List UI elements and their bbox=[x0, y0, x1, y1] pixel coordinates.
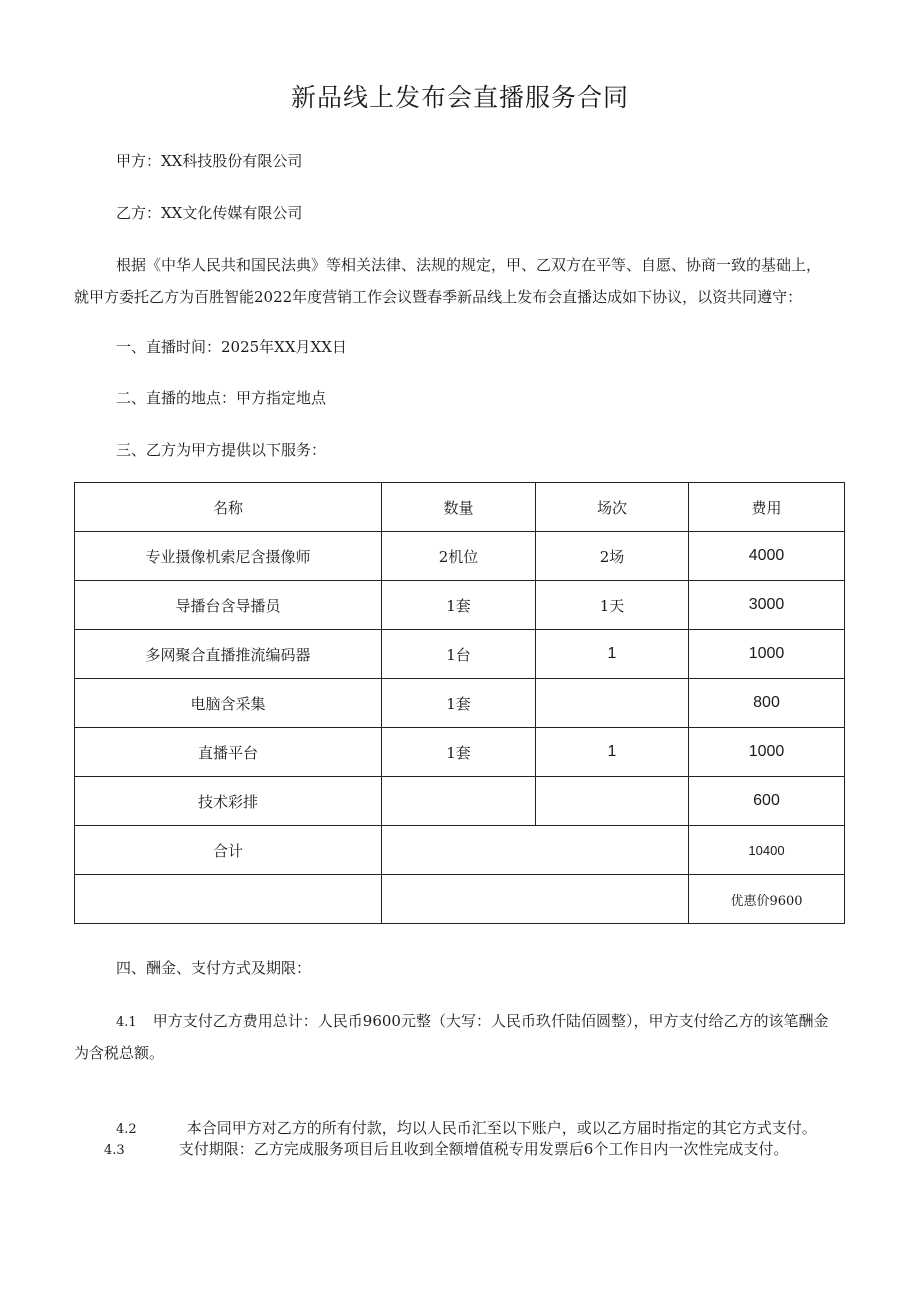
cell-fee: 1000 bbox=[689, 630, 845, 679]
section-broadcast-location: 二、直播的地点：甲方指定地点 bbox=[116, 389, 327, 407]
party-a: 甲方：XX科技股份有限公司 bbox=[116, 152, 303, 170]
table-discount-row bbox=[75, 875, 845, 924]
header-name: 名称 bbox=[75, 483, 382, 532]
cell-fee: 600 bbox=[689, 777, 845, 826]
cell-sessions: 1 bbox=[536, 630, 689, 679]
cell-quantity bbox=[382, 777, 536, 826]
section-services: 三、乙方为甲方提供以下服务： bbox=[116, 441, 327, 459]
table-row bbox=[75, 777, 845, 826]
cell-sessions: 1天 bbox=[536, 581, 689, 630]
table-row bbox=[75, 630, 845, 679]
cell-name: 电脑含采集 bbox=[75, 679, 382, 728]
services-table bbox=[74, 482, 845, 924]
total-value: 10400 bbox=[689, 826, 845, 875]
table-row bbox=[75, 679, 845, 728]
cell-fee: 4000 bbox=[689, 532, 845, 581]
cell-quantity: 1套 bbox=[382, 679, 536, 728]
clause-4-1-continuation: 为含税总额。 bbox=[74, 1044, 165, 1062]
clause-4-3 bbox=[104, 1138, 788, 1159]
discount-empty-left bbox=[75, 875, 382, 924]
clause-4-1-number: 4.1 bbox=[116, 1015, 137, 1030]
table-row bbox=[75, 532, 845, 581]
cell-sessions bbox=[536, 777, 689, 826]
cell-name: 专业摄像机索尼含摄像师 bbox=[75, 532, 382, 581]
preamble-line-1: 根据《中华人民共和国民法典》等相关法律、法规的规定，甲、乙双方在平等、自愿、协商一致的基础上， bbox=[116, 256, 822, 274]
cell-fee: 3000 bbox=[689, 581, 845, 630]
cell-name: 多网聚合直播推流编码器 bbox=[75, 630, 382, 679]
clause-4-1-text: 甲方支付乙方费用总计：人民币9600元整（大写：人民币玖仟陆佰圆整），甲方支付给乙方的该笔酬金 bbox=[152, 1012, 829, 1030]
cell-name: 技术彩排 bbox=[75, 777, 382, 826]
discount-empty-mid bbox=[382, 875, 689, 924]
cell-quantity: 1套 bbox=[382, 728, 536, 777]
cell-sessions: 1 bbox=[536, 728, 689, 777]
clause-4-2 bbox=[116, 1117, 817, 1138]
table-total-row bbox=[75, 826, 845, 875]
cell-quantity: 1套 bbox=[382, 581, 536, 630]
preamble-line-2: 就甲方委托乙方为百胜智能2022年度营销工作会议暨春季新品线上发布会直播达成如下协议，以资共同遵守： bbox=[74, 288, 803, 306]
cell-quantity: 1台 bbox=[382, 630, 536, 679]
total-empty bbox=[382, 826, 689, 875]
section-broadcast-time: 一、直播时间：2025年XX月XX日 bbox=[116, 338, 347, 356]
header-sessions: 场次 bbox=[536, 483, 689, 532]
section-payment: 四、酬金、支付方式及期限： bbox=[116, 959, 312, 977]
discount-price: 优惠价9600 bbox=[689, 875, 845, 924]
document-title: 新品线上发布会直播服务合同 bbox=[290, 83, 629, 112]
header-quantity: 数量 bbox=[382, 483, 536, 532]
party-b: 乙方：XX文化传媒有限公司 bbox=[116, 204, 303, 222]
clause-4-2-text: 本合同甲方对乙方的所有付款，均以人民币汇至以下账户，或以乙方届时指定的其它方式支付。 bbox=[186, 1119, 817, 1137]
cell-sessions bbox=[536, 679, 689, 728]
clause-4-1 bbox=[116, 1010, 828, 1031]
clause-4-3-text: 支付期限：乙方完成服务项目后且收到全额增值税专用发票后6个工作日内一次性完成支付。 bbox=[178, 1140, 789, 1158]
table-row bbox=[75, 581, 845, 630]
header-fee: 费用 bbox=[689, 483, 845, 532]
cell-quantity: 2机位 bbox=[382, 532, 536, 581]
cell-fee: 800 bbox=[689, 679, 845, 728]
table-row bbox=[75, 728, 845, 777]
clause-4-2-number: 4.2 bbox=[116, 1122, 137, 1137]
clause-4-3-number: 4.3 bbox=[104, 1143, 125, 1158]
table-header-row bbox=[75, 483, 845, 532]
cell-name: 直播平台 bbox=[75, 728, 382, 777]
cell-sessions: 2场 bbox=[536, 532, 689, 581]
total-label: 合计 bbox=[75, 826, 382, 875]
cell-name: 导播台含导播员 bbox=[75, 581, 382, 630]
cell-fee: 1000 bbox=[689, 728, 845, 777]
